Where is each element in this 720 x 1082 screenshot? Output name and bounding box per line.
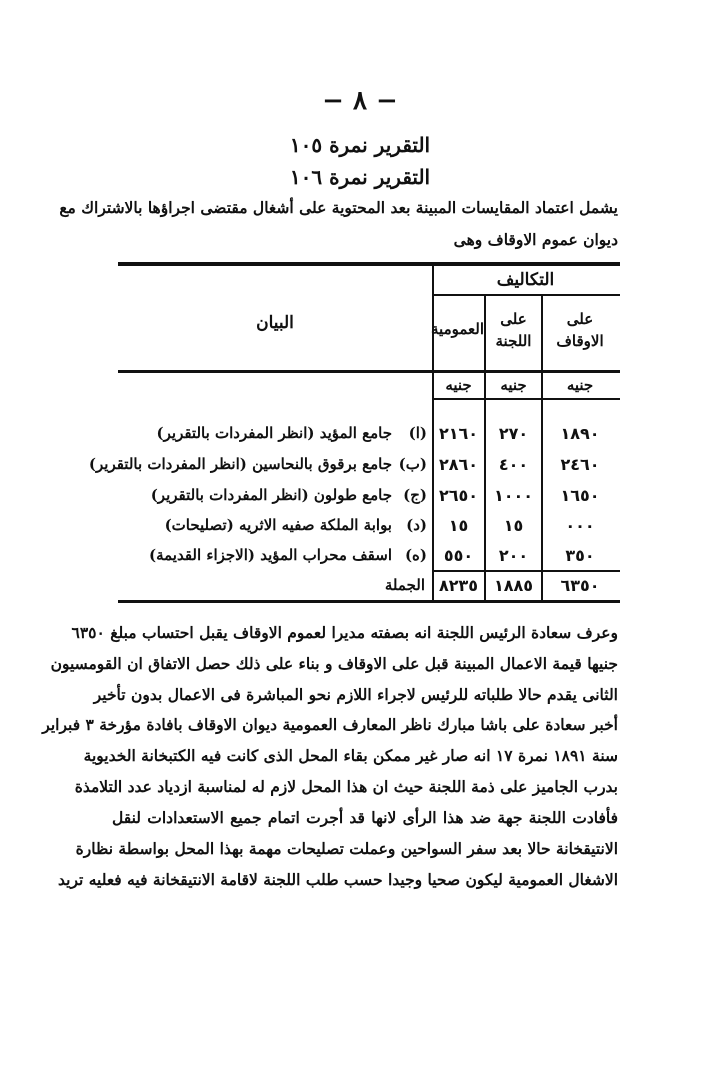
paragraph-1: [50, 617, 618, 710]
row3-mark: (ج): [403, 486, 427, 504]
col-header-lajna: على اللجنة: [495, 310, 532, 350]
row1-awqaf: ١٨٩٠: [560, 424, 600, 443]
row5-mark: (ه): [404, 546, 427, 564]
row4-awqaf: ٠٠٠: [565, 516, 595, 535]
row5-desc: اسقف محراب المؤيد (الاجزاء القديمة): [148, 546, 392, 564]
row1-desc: جامع المؤيد (انظر المفردات بالتقرير): [156, 424, 392, 442]
unit-awqaf: جنيه: [566, 376, 594, 394]
paragraph-2-line: فأفادت اللجنة جهة ضد هذا الرأى لانها قد أجرت اتمام جميع الاستعدادات لنقل: [112, 808, 618, 827]
description-header: البيان: [256, 313, 294, 333]
row3-awqaf: ١٦٥٠: [560, 486, 600, 505]
col-header-total: العمومية: [431, 320, 484, 338]
paragraph-2-line: سنة ١٨٩١ نمرة ١٧ انه صار غير ممكن بقاء المحل الذى كانت فيه الكتبخانة الخديوية: [83, 746, 618, 765]
row3-desc: جامع طولون (انظر المفردات بالتقرير): [150, 486, 392, 504]
row2-desc: جامع برقوق بالنحاسين (انظر المفردات بالتقرير): [88, 455, 392, 473]
paragraph-2-line: أخبر سعادة على باشا مبارك ناظر المعارف العمومية ديوان الاوقاف بافادة مؤرخة ٣ فبراير: [42, 715, 618, 734]
table-top-rule: [118, 262, 620, 266]
unit-lajna: جنيه: [500, 376, 527, 394]
total-top-rule: [433, 570, 620, 572]
paragraph-1-line: وعرف سعادة الرئيس اللجنة انه بصفته مديرا لعموم الاوقاف يقبل احتساب مبلغ ٦٣٥٠: [71, 623, 618, 642]
intro-line-1: يشمل اعتماد المقايسات المبينة بعد المحتوية على أشغال مقتضى اجراؤها بالاشتراك مع: [59, 198, 618, 217]
paragraph-1-line: الثانى يقدم حالا طلباته للرئيس لاجراء اللازم نحو المباشرة فى الاعمال بدون تأخير: [93, 685, 618, 704]
row1-total: ٢١٦٠: [438, 424, 479, 443]
header-bottom-rule: [118, 370, 620, 373]
row4-mark: (د): [406, 516, 427, 534]
total-total: ٨٢٣٥: [438, 576, 479, 595]
row2-lajna: ٤٠٠: [498, 455, 529, 474]
paragraph-1-line: جنيها قيمة الاعمال المبينة قبل على الاوقاف و بناء على ذلك حصل الاتفاق ان القومسيون: [50, 654, 618, 673]
page-number: − ٨ −: [322, 86, 398, 116]
costs-header: التكاليف: [496, 270, 555, 290]
costs-header-rule: [433, 294, 620, 296]
table-bottom-rule: [118, 600, 620, 603]
paragraph-2-line: الاشغال العمومية ليكون صحيا وجيدا حسب طلب اللجنة لاقامة الانتيقخانة فيه فعليه تريد: [58, 870, 618, 889]
row5-lajna: ٢٠٠: [498, 546, 529, 565]
row1-mark: (ا): [408, 424, 427, 442]
row2-awqaf: ٢٤٦٠: [560, 455, 600, 474]
row4-total: ١٥: [448, 516, 469, 535]
row3-lajna: ١٠٠٠: [493, 486, 534, 505]
total-awqaf: ٦٣٥٠: [560, 576, 600, 595]
paragraph-2-line: الانتيقخانة حالا بعد سفر السواحين وعملت تصليحات مهمة بهذا المحل بواسطة نظارة: [75, 839, 618, 858]
report-heading-106: التقرير نمرة ١٠٦: [289, 165, 431, 189]
unit-total: جنيه: [445, 376, 472, 394]
row4-desc: بوابة الملكة صفيه الاثريه (تصليحات): [164, 516, 392, 534]
row5-awqaf: ٣٥٠: [565, 546, 595, 565]
row3-total: ٢٦٥٠: [438, 486, 479, 505]
row1-lajna: ٢٧٠: [498, 424, 529, 443]
total-lajna: ١٨٨٥: [493, 576, 534, 595]
row5-total: ٥٥٠: [443, 546, 474, 565]
paragraph-2-line: بدرب الجاميز على ذمة اللجنة حيث ان هذا المحل لازم له لمناسبة ازدياد عدد التلامذة: [74, 777, 618, 796]
paragraph-2: [42, 709, 618, 895]
row2-total: ٢٨٦٠: [438, 455, 479, 474]
intro-line-2: ديوان عموم الاوقاف وهى: [453, 230, 618, 249]
unit-row-rule: [433, 398, 620, 400]
report-heading-105: التقرير نمرة ١٠٥: [289, 133, 431, 157]
row2-mark: (ب): [398, 455, 427, 473]
row4-lajna: ١٥: [503, 516, 524, 535]
col-header-awqaf: على الاوقاف: [556, 310, 604, 350]
total-label: الجملة: [384, 576, 425, 594]
